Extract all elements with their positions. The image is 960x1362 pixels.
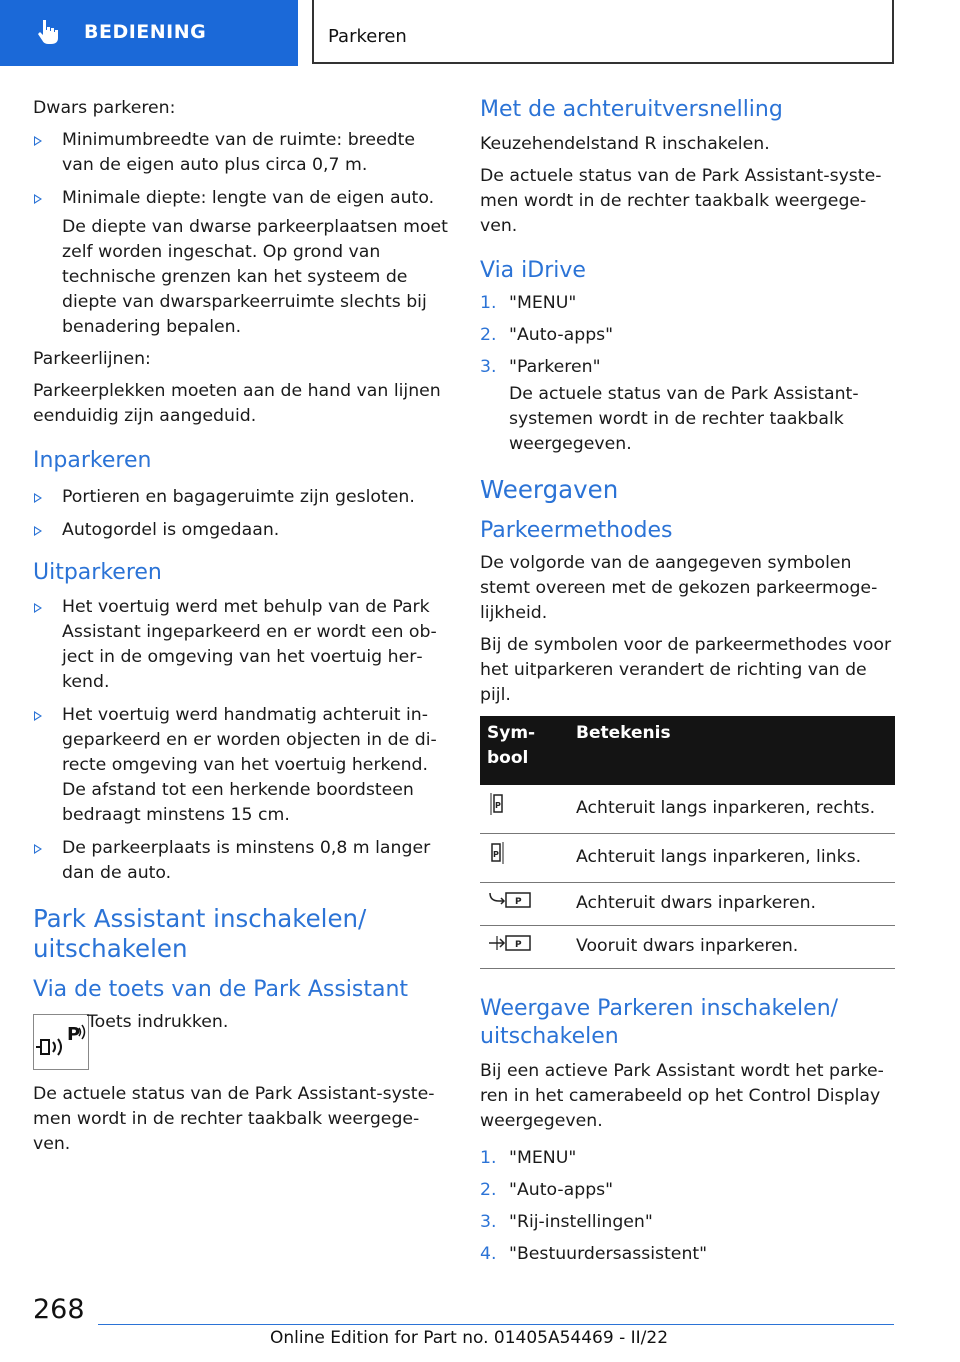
inparkeren-heading: Inparkeren <box>33 448 152 473</box>
list-item: Minimale diepte: lengte van de eigen auto. <box>33 186 448 211</box>
column-header-betekenis: Betekenis <box>569 716 895 785</box>
achteruit-text-2: De actuele status van de Park Assistant-systemen wordt in de rechter taakbalk weergegeven. <box>480 166 882 236</box>
lines-label: Parkeerlijnen: <box>33 349 151 369</box>
svg-text:P: P <box>515 897 522 907</box>
weergaven-heading: Weergaven <box>480 475 619 504</box>
list-item: 1. "MENU" <box>480 1148 577 1168</box>
right-column <box>480 96 895 1274</box>
dwars-label: Dwars parkeren: <box>33 98 176 118</box>
methodes-text-2: Bij de symbolen voor de parkeermethodes voor het uitparkeren verandert de richting van de pijl. <box>480 635 892 705</box>
reverse-parallel-left-icon <box>487 840 507 866</box>
list-item: 3. "Parkeren" <box>480 357 601 377</box>
achteruit-heading: Met de achteruitversnelling <box>480 97 783 122</box>
achteruit-text-1: Keuzehendelstand R inschakelen. <box>480 134 770 154</box>
park-assistant-heading: Park Assistant inschakelen/ uitschakelen <box>33 904 367 963</box>
reverse-parallel-right-icon <box>487 791 507 817</box>
svg-text:P: P <box>515 940 522 950</box>
svg-text:P: P <box>493 850 499 859</box>
section-underline <box>0 64 298 66</box>
table-row <box>480 785 895 834</box>
svg-text:P: P <box>495 801 501 810</box>
idrive-note: De actuele status van de Park Assistant-systemen wordt in de rechter taakbalk weergegeven. <box>509 384 859 454</box>
table-cell: Achteruit dwars inparkeren. <box>569 883 895 926</box>
lines-text: Parkeerplekken moeten aan de hand van lijnen eenduidig zijn aangeduid. <box>33 381 441 426</box>
page-header <box>0 0 960 66</box>
list-item: 3. "Rij-instellingen" <box>480 1212 653 1232</box>
list-item: Autogordel is omgedaan. <box>33 518 448 543</box>
inparkeren-list <box>33 485 448 543</box>
list-item: Minimumbreedte van de ruimte: breedte van de eigen auto plus circa 0,7 m. <box>33 128 448 178</box>
weergave-text: Bij een actieve Park Assistant wordt het parkeren in het camerabeeld op het Control Display weergegeven. <box>480 1061 884 1131</box>
left-column <box>33 96 448 1164</box>
methodes-text-1: De volgorde van de aangegeven symbolen stemt overeen met de gekozen parkeermogelijkheid. <box>480 553 878 623</box>
parkeermethodes-heading: Parkeermethodes <box>480 518 673 543</box>
table-row <box>480 834 895 883</box>
list-item: 1. "MENU" <box>480 293 577 313</box>
park-assistant-button-icon <box>33 1014 89 1070</box>
edition-text: Online Edition for Part no. 01405A54469 - II/22 <box>270 1328 669 1348</box>
reverse-perpendicular-icon <box>487 889 533 909</box>
section-tab <box>0 0 298 64</box>
forward-perpendicular-icon <box>487 932 533 952</box>
list-item: Het voertuig werd met behulp van de Park Assistant ingeparkeerd en er wordt een object in de omgeving van het voertuig herkend. <box>33 595 448 695</box>
table-cell: Achteruit langs inparkeren, links. <box>569 834 895 883</box>
symbol-table <box>480 716 895 969</box>
uitparkeren-list <box>33 595 448 886</box>
list-item: 2. "Auto-apps" <box>480 325 614 345</box>
list-item: Het voertuig werd handmatig achteruit ingeparkeerd en er worden objecten in de directe omgeving van het voertuig herkend. De afstand tot een herkende boordsteen bedraagt minstens 15 cm. <box>33 703 448 828</box>
idrive-heading: Via iDrive <box>480 258 586 283</box>
idrive-steps <box>480 291 895 380</box>
list-item: Portieren en bagageruimte zijn gesloten. <box>33 485 448 510</box>
footer-divider <box>98 1324 894 1325</box>
status-text: De actuele status van de Park Assistant-systemen wordt in de rechter taakbalk weergegeven. <box>33 1084 435 1154</box>
uitparkeren-heading: Uitparkeren <box>33 560 162 585</box>
column-header-symbool: Symbool <box>480 716 569 785</box>
list-item: 4. "Bestuurdersassistent" <box>480 1244 708 1264</box>
section-label: BEDIENING <box>84 21 207 43</box>
list-item: De parkeerplaats is minstens 0,8 m langer dan de auto. <box>33 836 448 886</box>
depth-note: De diepte van dwarse parkeerplaatsen moet zelf worden ingeschat. Op grond van technische grenzen kan het systeem de diepte van dwarsparkeerruimte slechts bij benadering bepalen. <box>62 217 448 337</box>
table-row <box>480 883 895 926</box>
weergave-steps <box>480 1146 895 1267</box>
table-header-row <box>480 716 895 785</box>
page-number: 268 <box>33 1294 85 1325</box>
svg-text:P: P <box>67 1024 81 1045</box>
hand-pointer-icon <box>34 17 64 47</box>
toets-heading: Via de toets van de Park Assistant <box>33 977 409 1002</box>
dwars-list <box>33 128 448 211</box>
table-cell: Achteruit langs inparkeren, rechts. <box>569 785 895 834</box>
chapter-title: Parkeren <box>328 26 407 47</box>
weergave-heading: Weergave Parkeren inschakelen/ uitschakelen <box>480 996 839 1049</box>
toets-block <box>33 1012 448 1072</box>
table-row <box>480 926 895 969</box>
chapter-box <box>312 0 894 64</box>
list-item: 2. "Auto-apps" <box>480 1180 614 1200</box>
toets-text: Toets indrukken. <box>87 1012 229 1032</box>
table-cell: Vooruit dwars inparkeren. <box>569 926 895 969</box>
